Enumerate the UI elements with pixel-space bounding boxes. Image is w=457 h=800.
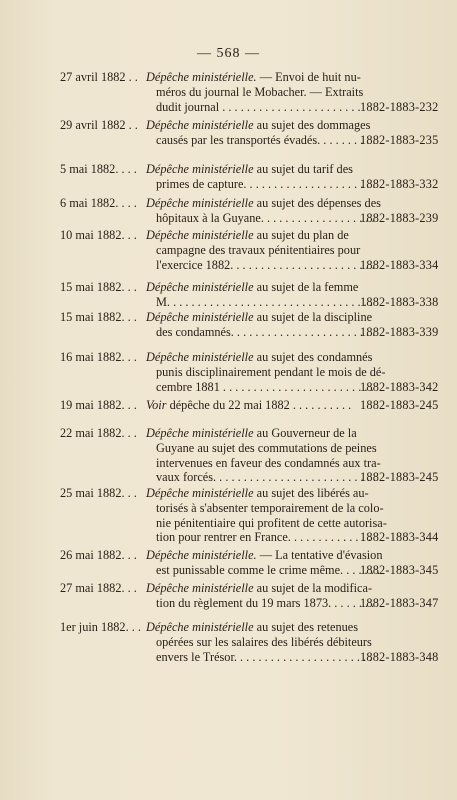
entry-text (146, 70, 364, 114)
entry-line: Dépêche ministérielle au sujet des libérés au- (146, 486, 369, 500)
entry-date: 29 avril 1882 . . (60, 118, 138, 132)
entry-line: opérées sur les salaires des libérés débiteurs (156, 634, 372, 649)
entry-text (146, 548, 383, 578)
entry-line: l'exercice 1882. . . . . . . . . . . . . . . . . . . . . . . . (156, 257, 375, 272)
entry-date: 5 mai 1882. . . . (60, 162, 137, 176)
entry-line: des condamnés. . . . . . . . . . . . . . . . . . . . . . . . (156, 324, 376, 339)
entry-line: campagne des travaux pénitentiaires pour (156, 242, 361, 257)
entry-reference: 1882-1883-332 (360, 176, 439, 191)
entry-line: Dépêche ministérielle au sujet des dommages (146, 118, 371, 132)
entry-line: intervenues en faveur des condamnés aux tra- (156, 455, 381, 470)
entry-date: 26 mai 1882. . . (60, 548, 137, 562)
entry-text (146, 581, 375, 611)
entry-reference: 1882-1883-338 (360, 294, 439, 309)
entry-date: 10 mai 1882. . . (60, 228, 137, 242)
entry-text (146, 486, 387, 545)
entry-line: causés par les transportés évadés. . . . . . . . . . (156, 132, 376, 147)
entry-date: 27 mai 1882. . . (60, 581, 137, 595)
entry-line: punis disciplinairement pendant le mois de dé- (156, 364, 386, 379)
entry-line: est punissable comme le crime même. . . . . . . (156, 562, 381, 577)
entry-text (146, 196, 381, 226)
entry-reference: 1882-1883-245 (360, 470, 439, 485)
entry-line: hôpitaux à la Guyane. . . . . . . . . . . . . . . . . . . (156, 210, 375, 225)
entry-date: 22 mai 1882. . . (60, 426, 137, 440)
entry-text (146, 350, 386, 394)
entry-reference: 1882-1883-339 (360, 324, 439, 339)
entry-date: 6 mai 1882. . . . (60, 196, 137, 210)
entry-line: méros du journal le Mobacher. — Extraits (156, 84, 364, 99)
entry-reference: 1882-1883-334 (360, 257, 439, 272)
entry-line: Dépêche ministérielle au sujet de la femme (146, 280, 359, 294)
page-number: — 568 — (197, 46, 260, 61)
entry-line: nie pénitentiaire qui profitent de cette autorisa- (156, 515, 387, 530)
entry-line: Dépêche ministérielle au sujet de la discipline (146, 310, 373, 324)
entry-text (146, 426, 381, 485)
entry-reference: 1882-1883-348 (360, 649, 439, 664)
entry-line: Dépêche ministérielle au sujet des condamnés (146, 350, 373, 364)
entry-line: vaux forcés. . . . . . . . . . . . . . . . . . . . . . . . . . . (156, 470, 376, 485)
entry-date: 27 avril 1882 . . (60, 70, 138, 84)
entry-line: Guyane au sujet des commutations de peines (156, 440, 377, 455)
entry-line: cembre 1881 . . . . . . . . . . . . . . . . . . . . . . . . . (156, 379, 374, 394)
entry-reference: 1882-1883-235 (360, 132, 439, 147)
entry-reference: 1882-1883-347 (360, 595, 439, 610)
entry-reference: 1882-1883-345 (360, 562, 439, 577)
entry-line: Dépêche ministérielle au sujet du tarif des (146, 162, 353, 176)
entry-text (146, 228, 375, 272)
entry-text (146, 398, 358, 413)
entry-line: M. . . . . . . . . . . . . . . . . . . . . . . . . . . . . . . . . . (156, 294, 373, 309)
entry-line: envers le Trésor. . . . . . . . . . . . . . . . . . . . . . . (156, 649, 373, 664)
entry-text (146, 118, 376, 148)
entry-reference: 1882-1883-342 (360, 379, 439, 394)
entry-text (146, 310, 376, 340)
entry-line: primes de capture. . . . . . . . . . . . . . . . . . . . . . (156, 176, 376, 191)
entry-reference: 1882-1883-239 (360, 210, 439, 225)
entry-date: 16 mai 1882. . . (60, 350, 137, 364)
entry-line: Dépêche ministérielle au sujet du plan de (146, 228, 349, 242)
entry-date: 25 mai 1882. . . (60, 486, 137, 500)
entry-line: tion du règlement du 19 mars 1873. . . . . . . . (156, 595, 375, 610)
entry-text (146, 620, 373, 664)
entry-line: tion pour rentrer en France. . . . . . . . . . . . . . (156, 530, 371, 545)
entry-reference: 1882-1883-344 (360, 530, 439, 545)
entry-line: Voir dépêche du 22 mai 1882 . . . . . . . . . . (146, 398, 352, 412)
entry-line: Dépêche ministérielle au sujet de la modifica- (146, 581, 373, 595)
entry-line: Dépêche ministérielle au Gouverneur de la (146, 426, 357, 440)
entry-line: Dépêche ministérielle. — Envoi de huit nu- (146, 70, 361, 84)
entry-reference: 1882-1883-245 (360, 398, 439, 412)
entry-date: 1er juin 1882. . . (60, 620, 141, 634)
entry-text (146, 162, 376, 192)
entry-line: Dépêche ministérielle. — La tentative d'évasion (146, 548, 383, 562)
entry-reference: 1882-1883-232 (360, 99, 439, 114)
entry-line: dudit journal . . . . . . . . . . . . . . . . . . . . . . . (156, 99, 361, 114)
entry-date: 15 mai 1882. . . (60, 310, 137, 324)
entry-line: Dépêche ministérielle au sujet des dépenses des (146, 196, 381, 210)
entry-line: torisés à s'absenter temporairement de la colo- (156, 500, 384, 515)
entry-date: 15 mai 1882. . . (60, 280, 137, 294)
entry-line: Dépêche ministérielle au sujet des retenues (146, 620, 359, 634)
entry-text (146, 280, 373, 310)
entry-date: 19 mai 1882. . . (60, 398, 137, 412)
